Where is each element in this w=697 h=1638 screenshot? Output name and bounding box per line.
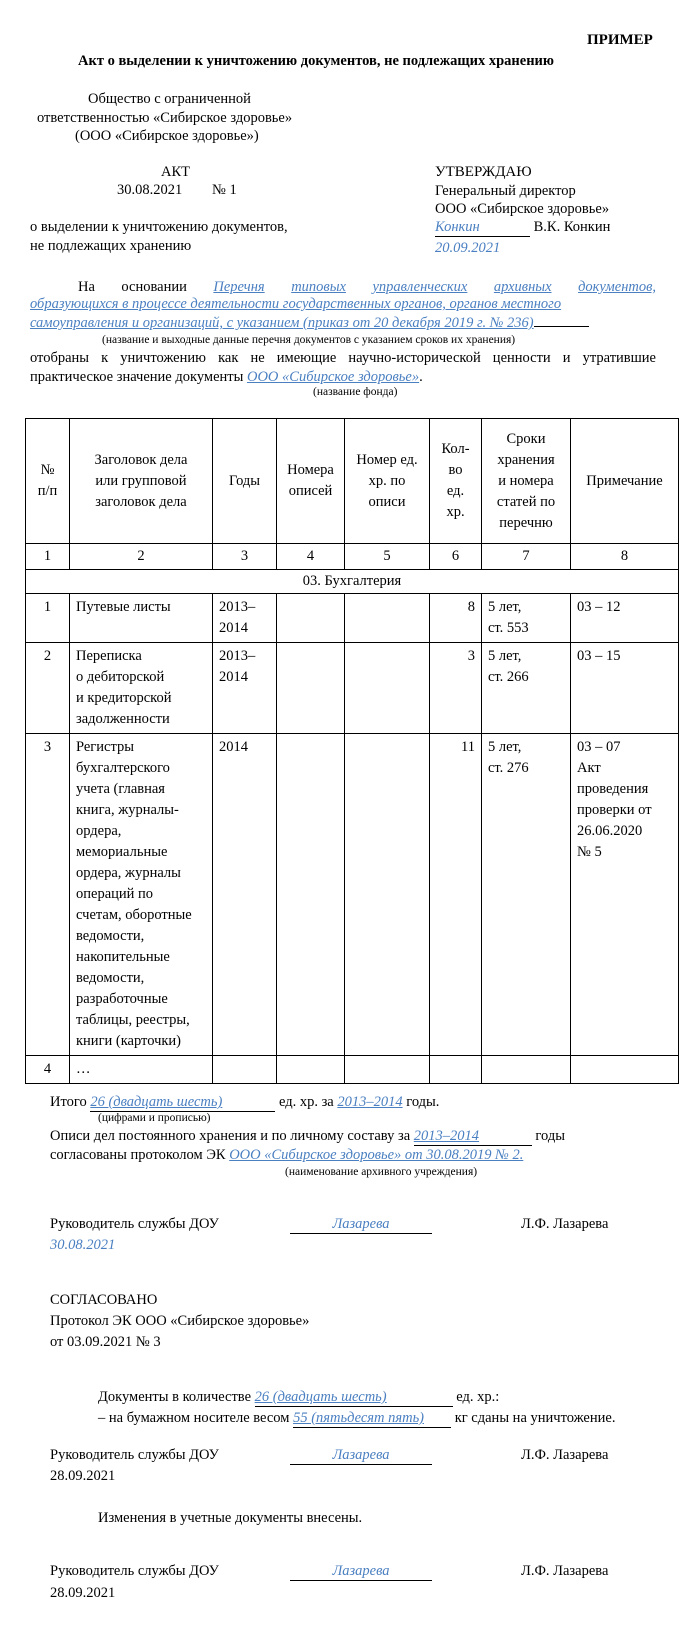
cell-count [430,734,482,1056]
cell-count-text: 3 [467,648,475,664]
cell-title-text: разработочные [76,991,168,1007]
totals-label: Итого [50,1094,87,1110]
cell-note-text: 03 – 15 [577,648,621,664]
col-number: 4 [277,544,345,570]
header-count-line: ед. [446,483,465,499]
header-item-no-line: описи [368,493,406,510]
fund-hint: (название фонда) [313,386,398,398]
totals-unit: ед. хр. за [278,1094,334,1110]
cell-count [430,594,482,643]
documents-table [25,418,679,1084]
inventory-years: 2013–2014 [413,1128,480,1144]
destroyed-count: 26 (двадцать шесть) [254,1389,387,1405]
cell-note-text: 03 – 12 [577,599,621,615]
org-line-2: ответственностью «Сибирское здоровье» [37,110,293,126]
cell-years-text: 2013– [219,648,256,664]
cell-inventory [277,734,345,1056]
cell-years-text: 2014 [219,739,248,755]
col-number: 7 [482,544,571,570]
cell-years [213,1056,277,1084]
header-item-no-line: Номер ед. [356,451,418,468]
cell-note [571,643,679,734]
cell-note-text: проверки от [577,802,652,818]
signer-2-signature: Лазарева [290,1447,432,1465]
cell-title-text: накопительные [76,949,170,965]
header-num-line: п/п [37,483,58,499]
org-line-1: Общество с ограниченной [88,91,251,107]
act-subject-1: о выделении к уничтожению документов, [30,219,288,235]
cell-num [26,1056,70,1084]
header-item-no-line: хр. по [368,472,406,489]
signer-1-position: Руководитель службы ДОУ [50,1216,219,1232]
cell-note-text: 26.06.2020 [577,823,643,839]
cell-item-no [345,1056,430,1084]
cell-num-text: 4 [43,1061,52,1077]
header-terms-line: и номера [498,472,554,489]
header-title-line: Заголовок дела [94,451,188,468]
cell-title-text: ведомости, [76,970,145,986]
header-count [430,419,482,544]
cell-title [70,1056,213,1084]
col-number: 6 [430,544,482,570]
cell-years-text: 2014 [219,620,248,636]
cell-title-text: счетам, оборотные [76,907,192,923]
cell-note-text: № 5 [577,844,602,860]
destroyed-suffix: ед. хр.: [456,1389,500,1405]
signer-2-name: Л.Ф. Лазарева [521,1447,609,1463]
header-terms-line: Сроки [506,430,546,447]
cell-note [571,594,679,643]
act-subject-2: не подлежащих хранению [30,238,192,254]
agreed-prefix: согласованы протоколом ЭК [50,1147,226,1163]
agreed-protocol: Протокол ЭК ООО «Сибирское здоровье» [50,1313,310,1329]
cell-terms-text: ст. 266 [488,669,529,685]
cell-num [26,734,70,1056]
header-terms-line: статей по [496,493,556,510]
cell-terms-text: 5 лет, [488,599,522,615]
cell-title-text: операций по [76,886,154,902]
signer-1-signature: Лазарева [290,1216,432,1234]
header-inventory-line: описей [288,483,333,499]
totals-count: 26 (двадцать шесть) [90,1094,223,1110]
cell-title-text: задолженности [76,711,170,727]
inventory-prefix: Описи дел постоянного хранения и по личному составу за [50,1128,411,1144]
approve-date: 20.09.2021 [435,240,501,256]
header-title-line: или групповой [95,472,187,489]
section-title: 03. Бухгалтерия [26,570,679,594]
basis-word-3: управленческих [372,279,468,295]
document-title: Акт о выделении к уничтожению документов, не подлежащих хранению [78,53,554,69]
destroyed-prefix: Документы в количестве [98,1389,252,1405]
signer-3-signature: Лазарева [290,1563,432,1581]
cell-inventory [277,643,345,734]
column-numbers-row [26,544,679,570]
header-terms-line: хранения [497,451,555,468]
cell-terms [482,1056,571,1084]
approve-label: УТВЕРЖДАЮ [435,164,532,180]
cell-note-text: 03 – 07 [577,739,621,755]
header-terms [482,419,571,544]
approve-signature: Конкин [435,219,480,235]
header-title-line: заголовок дела [95,493,187,510]
agreed-label: СОГЛАСОВАНО [50,1292,158,1308]
header-note: Примечание [571,419,679,544]
header-count-line: во [448,462,463,478]
totals-years: 2013–2014 [337,1094,403,1110]
cell-title-text: Регистры [76,739,134,755]
table-body [26,594,679,1084]
cell-title [70,734,213,1056]
cell-title-text: книга, журналы- [76,802,179,818]
org-line-3: (ООО «Сибирское здоровье») [75,128,259,144]
header-inventory [277,419,345,544]
basis-line-2: образующихся в процессе деятельности государственных органов, органов местного [30,296,562,312]
header-item-no [345,419,430,544]
cell-title-text: ордера, журналы [76,865,181,881]
selected-prefix: практическое значение документы [30,369,244,385]
cell-title-text: Переписка [76,648,142,664]
col-number: 8 [571,544,679,570]
header-count-line: Кол- [441,441,470,457]
table-row [26,643,679,734]
cell-item-no [345,734,430,1056]
basis-word-2: типовых [291,279,346,295]
cell-num [26,643,70,734]
basis-line-3: самоуправления и организаций, с указанием (приказ от 20 декабря 2019 г. № 236) [30,315,534,331]
cell-note [571,734,679,1056]
cell-count-text: 11 [461,739,475,755]
cell-title [70,594,213,643]
cell-num-text: 2 [43,648,52,664]
table-row [26,734,679,1056]
signer-2-date: 28.09.2021 [50,1468,116,1484]
cell-count-text: 8 [467,599,475,615]
cell-title-text: таблицы, реестры, [76,1012,190,1028]
cell-terms-text: 5 лет, [488,648,522,664]
inventory-suffix: годы [535,1128,565,1144]
agreed-hint: (наименование архивного учреждения) [285,1166,478,1178]
header-num-line: № [40,462,55,478]
header-num [26,419,70,544]
cell-title [70,643,213,734]
basis-word-1: Перечня [213,279,265,295]
approve-name: В.К. Конкин [533,219,611,235]
cell-title-text: и кредиторской [76,690,172,706]
basis-hint: (название и выходные данные перечня документов с указанием сроков их хранения) [102,334,516,346]
basis-prefix: На основании [78,279,187,295]
cell-terms [482,643,571,734]
paper-suffix: кг сданы на уничтожение. [454,1410,616,1426]
totals-hint: (цифрами и прописью) [98,1112,211,1124]
cell-years [213,643,277,734]
header-title [70,419,213,544]
approve-position: Генеральный директор [435,183,576,199]
fund-name: ООО «Сибирское здоровье» [246,369,420,385]
cell-years [213,734,277,1056]
cell-terms-text: 5 лет, [488,739,522,755]
col-number: 5 [345,544,430,570]
signer-3-position: Руководитель службы ДОУ [50,1563,219,1579]
signer-2-position: Руководитель службы ДОУ [50,1447,219,1463]
approve-company: ООО «Сибирское здоровье» [435,201,610,217]
cell-terms-text: ст. 276 [488,760,529,776]
cell-title-text: ордера, [76,823,122,839]
signer-1-date: 30.08.2021 [50,1237,116,1253]
header-years: Годы [213,419,277,544]
selected-line-1: отобраны к уничтожению как не имеющие научно-исторической ценности и утратившие [30,350,656,366]
cell-inventory [277,1056,345,1084]
cell-num [26,594,70,643]
cell-terms [482,734,571,1056]
cell-title-text: ведомости, [76,928,145,944]
signer-3-name: Л.Ф. Лазарева [521,1563,609,1579]
cell-title-text: … [76,1061,91,1077]
example-label: ПРИМЕР [587,32,653,48]
paper-weight: 55 (пятьдесят пять) [293,1410,424,1426]
cell-note-text: Акт [577,760,601,776]
cell-years-text: 2014 [219,669,248,685]
header-terms-line: перечню [499,514,553,531]
col-number: 2 [70,544,213,570]
cell-inventory [277,594,345,643]
cell-years-text: 2013– [219,599,256,615]
cell-years [213,594,277,643]
section-row [26,570,679,594]
col-number: 1 [26,544,70,570]
col-number: 3 [213,544,277,570]
cell-note [571,1056,679,1084]
cell-title-text: книги (карточки) [76,1033,181,1049]
signer-3-date: 28.09.2021 [50,1585,116,1601]
table-row [26,594,679,643]
agreed-value: ООО «Сибирское здоровье» от 30.08.2019 № 2. [229,1147,524,1163]
cell-note-text: проведения [577,781,649,797]
cell-terms [482,594,571,643]
cell-title-text: о дебиторской [76,669,165,685]
cell-item-no [345,643,430,734]
changes-note: Изменения в учетные документы внесены. [98,1510,363,1526]
basis-word-4: архивных [493,279,552,295]
cell-num-text: 3 [43,739,52,755]
cell-num-text: 1 [43,599,52,615]
cell-item-no [345,594,430,643]
cell-title-text: учета (главная [76,781,165,797]
table-header-row [26,419,679,544]
signer-1-name: Л.Ф. Лазарева [521,1216,609,1232]
basis-word-5: документов, [578,279,657,295]
header-inventory-line: Номера [287,462,334,478]
act-date: 30.08.2021 [117,182,183,198]
header-count-line: хр. [446,504,465,520]
totals-years-suffix: годы. [406,1094,440,1110]
paper-prefix: – на бумажном носителе весом [98,1410,290,1426]
act-number: № 1 [212,182,237,198]
agreed-date: от 03.09.2021 № 3 [50,1334,161,1350]
cell-title-text: мемориальные [76,844,168,860]
act-label: АКТ [161,164,190,180]
cell-title-text: Путевые листы [76,599,171,615]
cell-count [430,1056,482,1084]
cell-title-text: бухгалтерского [76,760,170,776]
table-row [26,1056,679,1084]
cell-terms-text: ст. 553 [488,620,529,636]
cell-count [430,643,482,734]
